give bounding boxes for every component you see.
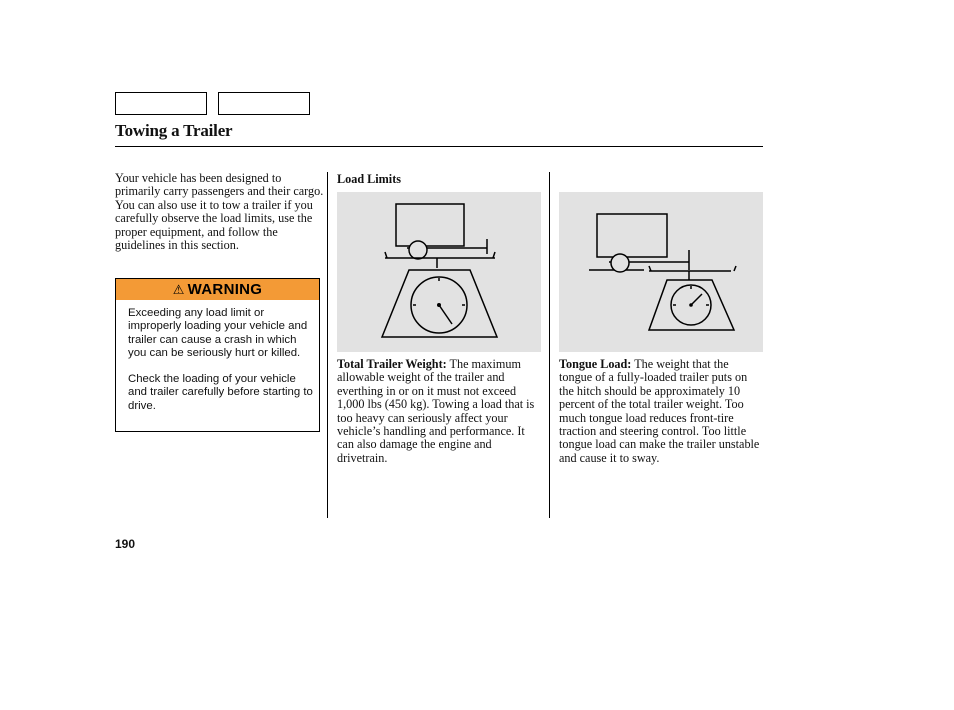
warning-paragraph-2: Check the loading of your vehicle and trailer carefully before starting to drive.	[128, 373, 313, 412]
tongue-on-scale-icon	[559, 192, 763, 352]
total-trailer-weight-figure	[337, 192, 541, 352]
warning-paragraph-1: Exceeding any load limit or improperly loading your vehicle and trailer can cause a crash in which you can be seriously hurt or killed.	[128, 307, 308, 359]
column-divider-1	[327, 172, 328, 518]
trailer-on-scale-icon	[337, 192, 541, 352]
tongue-load-text: The weight that the tongue of a fully-loaded trailer puts on the hitch should be approximately 10 percent of the total trailer weight. Too much tongue load reduces front-tire traction and steering control. Too little tongue load can make the trailer unstable and cause it to sway.	[559, 357, 760, 465]
tongue-load-paragraph	[559, 358, 764, 465]
nav-next-button[interactable]	[218, 92, 310, 115]
tongue-load-term: Tongue Load:	[559, 357, 632, 371]
column-divider-2	[549, 172, 550, 518]
total-trailer-weight-text: The maximum allowable weight of the trailer and everthing in or on it must not exceed 1,000 lbs (450 kg). Towing a load that is too heavy can seriously affect your vehicle’s handling and performance. It can also damage the engine and drivetrain.	[337, 357, 535, 465]
nav-prev-button[interactable]	[115, 92, 207, 115]
warning-label: WARNING	[187, 281, 263, 298]
tongue-load-figure	[559, 192, 763, 352]
load-limits-heading: Load Limits	[337, 172, 401, 186]
total-trailer-weight-paragraph	[337, 358, 542, 465]
page-title: Towing a Trailer	[115, 121, 233, 140]
warning-body	[116, 300, 319, 413]
warning-triangle-icon: ⚠	[172, 281, 185, 297]
warning-box	[115, 278, 320, 432]
page-number: 190	[115, 537, 136, 551]
total-trailer-weight-term: Total Trailer Weight:	[337, 357, 447, 371]
title-divider	[115, 146, 763, 147]
intro-paragraph: Your vehicle has been designed to primarily carry passengers and their cargo. You can also use it to tow a trailer if you carefully observe the load limits, use the proper equipment, and follow the guidelines in this section.	[115, 171, 324, 253]
warning-header	[116, 279, 319, 300]
